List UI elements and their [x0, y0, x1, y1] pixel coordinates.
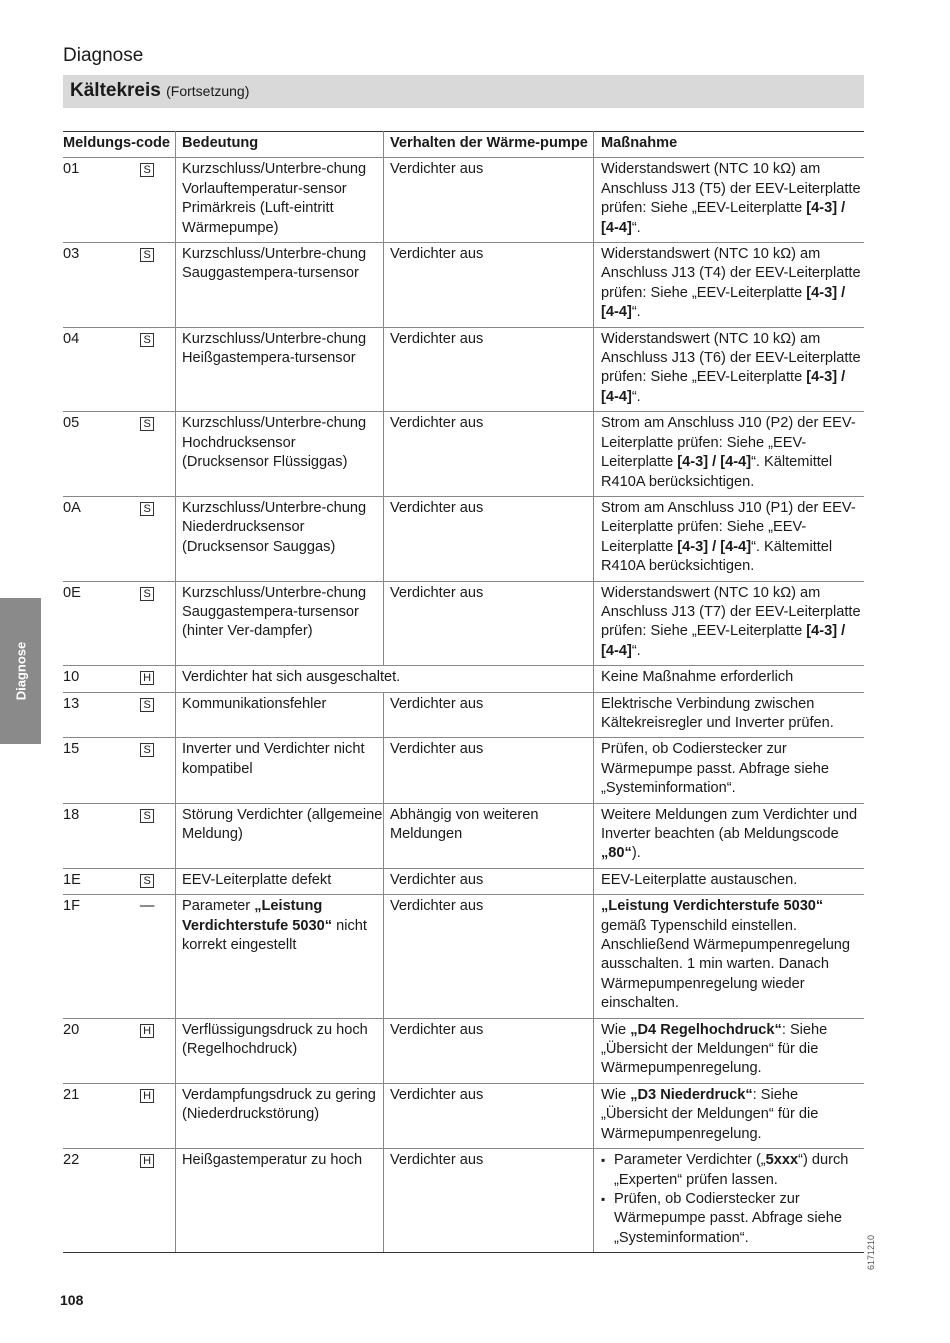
text-part: Prüfen, ob Codierstecker zur Wärmepumpe passt. Abfrage siehe „Systeminformation“. [614, 1190, 842, 1246]
type-indicator: S [140, 587, 154, 601]
cell-code: 01 [63, 158, 119, 243]
title-main: Kältekreis [70, 80, 161, 101]
cell-verhalten: Verdichter aus [384, 243, 594, 328]
text-part: Keine Maßnahme erforderlich [601, 669, 794, 686]
table-row [63, 868, 864, 894]
cell-type [119, 496, 175, 581]
text-part: Widerstandswert (NTC 10 kΩ) am Anschluss J13 (T5) der EEV-Leiterplatte prüfen: Siehe „EEV-Leiterplatte [601, 161, 861, 217]
title-sub: (Fortsetzung) [166, 83, 250, 99]
cell-type [119, 581, 175, 666]
page-title [70, 80, 249, 102]
cell-massnahme [594, 496, 865, 581]
text-part: „Leistung Verdichterstufe 5030“ [601, 898, 824, 915]
cell-type [119, 158, 175, 243]
cell-bedeutung: EEV-Leiterplatte defekt [176, 868, 384, 894]
table-row [63, 803, 864, 868]
cell-type [119, 327, 175, 412]
cell-massnahme [594, 1083, 865, 1148]
cell-code: 03 [63, 243, 119, 328]
type-indicator: S [140, 809, 154, 823]
table-header-row [63, 132, 864, 158]
text-part: Widerstandswert (NTC 10 kΩ) am Anschluss J13 (T4) der EEV-Leiterplatte prüfen: Siehe „EEV-Leiterplatte [601, 246, 861, 301]
cell-massnahme [594, 412, 865, 497]
cell-type [119, 692, 175, 738]
cell-type [119, 895, 175, 1018]
cell-code: 1F [63, 895, 119, 1018]
cell-type [119, 243, 175, 328]
table-row [63, 1149, 864, 1253]
list-item [601, 1190, 864, 1248]
text-part: [4-3] / [4-4] [601, 369, 846, 405]
table-row [63, 895, 864, 1018]
section-header: Diagnose [63, 45, 144, 66]
text-part: 5xxx [765, 1152, 799, 1169]
cell-verhalten: Verdichter aus [384, 895, 594, 1018]
type-indicator: H [140, 1024, 154, 1038]
cell-bedeutung: Inverter und Verdichter nicht kompatibel [176, 738, 384, 803]
cell-code: 15 [63, 738, 119, 803]
table-body [63, 158, 864, 1253]
table-row [63, 496, 864, 581]
text-part: [4-3] / [4-4] [601, 284, 846, 321]
cell-verhalten: Verdichter aus [384, 738, 594, 803]
cell-code: 21 [63, 1083, 119, 1148]
cell-code: 0A [63, 496, 119, 581]
header-verhalten: Verhalten der Wärme-pumpe [384, 132, 594, 158]
cell-code: 20 [63, 1018, 119, 1083]
type-indicator: — [139, 898, 155, 915]
cell-bedeutung: Verdichter hat sich ausgeschaltet. [176, 666, 594, 692]
text-part: ). [631, 845, 641, 862]
side-tab-label: Diagnose [13, 641, 28, 701]
type-indicator: S [140, 874, 154, 888]
text-part: “) durch „Experten“ prüfen lassen. [614, 1152, 849, 1188]
cell-bedeutung: Kurzschluss/Unterbre-chung Sauggastempera-tursensor (hinter Ver-dampfer) [176, 581, 384, 666]
bullet-list [601, 1151, 864, 1248]
cell-massnahme [594, 243, 865, 328]
cell-bedeutung: Kurzschluss/Unterbre-chung Sauggastempera-tursensor [176, 243, 384, 328]
cell-code: 05 [63, 412, 119, 497]
text-part: gemäß Typenschild einstellen. Anschließend Wärmepumpenregelung ausschalten. 1 min warten. Danach Wärmepumpenregelung wieder einschalten. [601, 917, 851, 1012]
table-row [63, 692, 864, 738]
type-indicator: S [140, 502, 154, 516]
list-item [601, 1151, 864, 1190]
cell-code: 0E [63, 581, 119, 666]
text-part: Widerstandswert (NTC 10 kΩ) am Anschluss J13 (T7) der EEV-Leiterplatte prüfen: Siehe „EEV-Leiterplatte [601, 584, 861, 640]
cell-type [119, 1083, 175, 1148]
cell-verhalten: Abhängig von weiteren Meldungen [384, 803, 594, 868]
text-part: „D3 Niederdruck“ [630, 1086, 753, 1103]
text-part: Parameter [182, 898, 255, 915]
type-indicator: S [140, 163, 154, 177]
cell-massnahme [594, 1018, 865, 1083]
page-number: 108 [60, 1292, 84, 1308]
cell-massnahme [594, 895, 865, 1018]
cell-massnahme [594, 666, 865, 692]
cell-verhalten: Verdichter aus [384, 692, 594, 738]
header-bedeutung: Bedeutung [176, 132, 384, 158]
text-part: Strom am Anschluss J10 (P1) der EEV-Leiterplatte prüfen: Siehe „EEV-Leiterplatte [601, 499, 856, 555]
cell-bedeutung: Kommunikationsfehler [176, 692, 384, 738]
text-part: “. [631, 219, 641, 236]
type-indicator: S [140, 248, 154, 262]
table-row [63, 1018, 864, 1083]
table-row [63, 158, 864, 243]
cell-type [119, 1149, 175, 1253]
cell-verhalten: Verdichter aus [384, 496, 594, 581]
type-indicator: S [140, 743, 154, 757]
text-part: [4-3] / [4-4] [677, 538, 752, 555]
cell-verhalten: Verdichter aus [384, 158, 594, 243]
cell-massnahme [594, 1149, 865, 1253]
text-part: “. [631, 304, 641, 321]
cell-code: 18 [63, 803, 119, 868]
type-indicator: S [140, 333, 154, 347]
text-part: Prüfen, ob Codierstecker zur Wärmepumpe passt. Abfrage siehe „Systeminformation“. [601, 741, 829, 797]
text-part: “. Kältemittel R410A berücksichtigen. [601, 454, 833, 490]
cell-verhalten: Verdichter aus [384, 868, 594, 894]
text-part: Wie [601, 1021, 631, 1038]
cell-bedeutung [176, 895, 384, 1018]
text-part: Parameter Verdichter („ [614, 1152, 766, 1169]
type-indicator: S [140, 698, 154, 712]
type-indicator: H [140, 671, 154, 685]
text-part: nicht korrekt eingestellt [182, 917, 367, 954]
cell-massnahme [594, 158, 865, 243]
type-indicator: H [140, 1154, 154, 1168]
cell-verhalten: Verdichter aus [384, 327, 594, 412]
cell-massnahme [594, 803, 865, 868]
document-number: 6171210 [866, 1234, 876, 1270]
text-part: [4-3] / [4-4] [601, 200, 846, 236]
text-part: [4-3] / [4-4] [601, 623, 846, 659]
diagnosis-table [63, 131, 864, 1253]
table-row [63, 1083, 864, 1148]
text-part: [4-3] / [4-4] [677, 454, 752, 471]
header-code: Meldungs-code [63, 132, 176, 158]
text-part: „80“ [601, 845, 632, 862]
cell-massnahme [594, 327, 865, 412]
table-row [63, 327, 864, 412]
cell-bedeutung: Kurzschluss/Unterbre-chung Niederdrucksensor (Drucksensor Sauggas) [176, 496, 384, 581]
cell-verhalten: Verdichter aus [384, 1149, 594, 1253]
text-part: EEV-Leiterplatte austauschen. [601, 871, 798, 888]
table-row [63, 666, 864, 692]
table-row [63, 738, 864, 803]
text-part: Strom am Anschluss J10 (P2) der EEV-Leiterplatte prüfen: Siehe „EEV-Leiterplatte [601, 415, 856, 471]
cell-massnahme [594, 738, 865, 803]
table-row [63, 412, 864, 497]
cell-type [119, 738, 175, 803]
cell-massnahme [594, 692, 865, 738]
cell-bedeutung: Kurzschluss/Unterbre-chung Hochdrucksensor (Drucksensor Flüssiggas) [176, 412, 384, 497]
text-part: Widerstandswert (NTC 10 kΩ) am Anschluss J13 (T6) der EEV-Leiterplatte prüfen: Siehe „EEV-Leiterplatte [601, 330, 861, 386]
cell-verhalten: Verdichter aus [384, 581, 594, 666]
text-part: “. Kältemittel R410A berücksichtigen. [601, 538, 833, 575]
table-row [63, 581, 864, 666]
cell-bedeutung: Störung Verdichter (allgemeine Meldung) [176, 803, 384, 868]
cell-type [119, 1018, 175, 1083]
text-part: “. [631, 388, 641, 405]
cell-massnahme [594, 868, 865, 894]
text-part: : Siehe „Übersicht der Meldungen“ für die Wärmepumpenregelung. [601, 1021, 828, 1077]
cell-verhalten: Verdichter aus [384, 412, 594, 497]
type-indicator: H [140, 1089, 154, 1103]
header-massnahme: Maßnahme [594, 132, 865, 158]
cell-massnahme [594, 581, 865, 666]
cell-code: 04 [63, 327, 119, 412]
table-row [63, 243, 864, 328]
cell-type [119, 412, 175, 497]
text-part: “. [631, 642, 641, 659]
cell-code: 10 [63, 666, 119, 692]
cell-type [119, 868, 175, 894]
text-part: „D4 Regelhochdruck“ [630, 1021, 782, 1038]
text-part: Weitere Meldungen zum Verdichter und Inverter beachten (ab Meldungscode [601, 806, 858, 842]
cell-bedeutung: Heißgastemperatur zu hoch [176, 1149, 384, 1253]
cell-verhalten: Verdichter aus [384, 1083, 594, 1148]
side-tab [0, 598, 41, 744]
cell-verhalten: Verdichter aus [384, 1018, 594, 1083]
cell-code: 1E [63, 868, 119, 894]
type-indicator: S [140, 417, 154, 431]
cell-type [119, 803, 175, 868]
text-part: Elektrische Verbindung zwischen Kältekreisregler und Inverter prüfen. [601, 695, 834, 731]
title-bar [63, 75, 864, 108]
cell-bedeutung: Kurzschluss/Unterbre-chung Vorlauftemperatur-sensor Primärkreis (Luft-eintritt Wärmepumpe) [176, 158, 384, 243]
cell-bedeutung: Kurzschluss/Unterbre-chung Heißgastempera-tursensor [176, 327, 384, 412]
cell-bedeutung: Verdampfungsdruck zu gering (Niederdruckstörung) [176, 1083, 384, 1148]
cell-bedeutung: Verflüssigungsdruck zu hoch (Regelhochdruck) [176, 1018, 384, 1083]
cell-code: 22 [63, 1149, 119, 1253]
text-part: : Siehe „Übersicht der Meldungen“ für die Wärmepumpenregelung. [601, 1086, 819, 1142]
cell-code: 13 [63, 692, 119, 738]
cell-type [119, 666, 175, 692]
text-part: „Leistung Verdichterstufe 5030“ [182, 898, 333, 934]
text-part: Wie [601, 1086, 631, 1103]
